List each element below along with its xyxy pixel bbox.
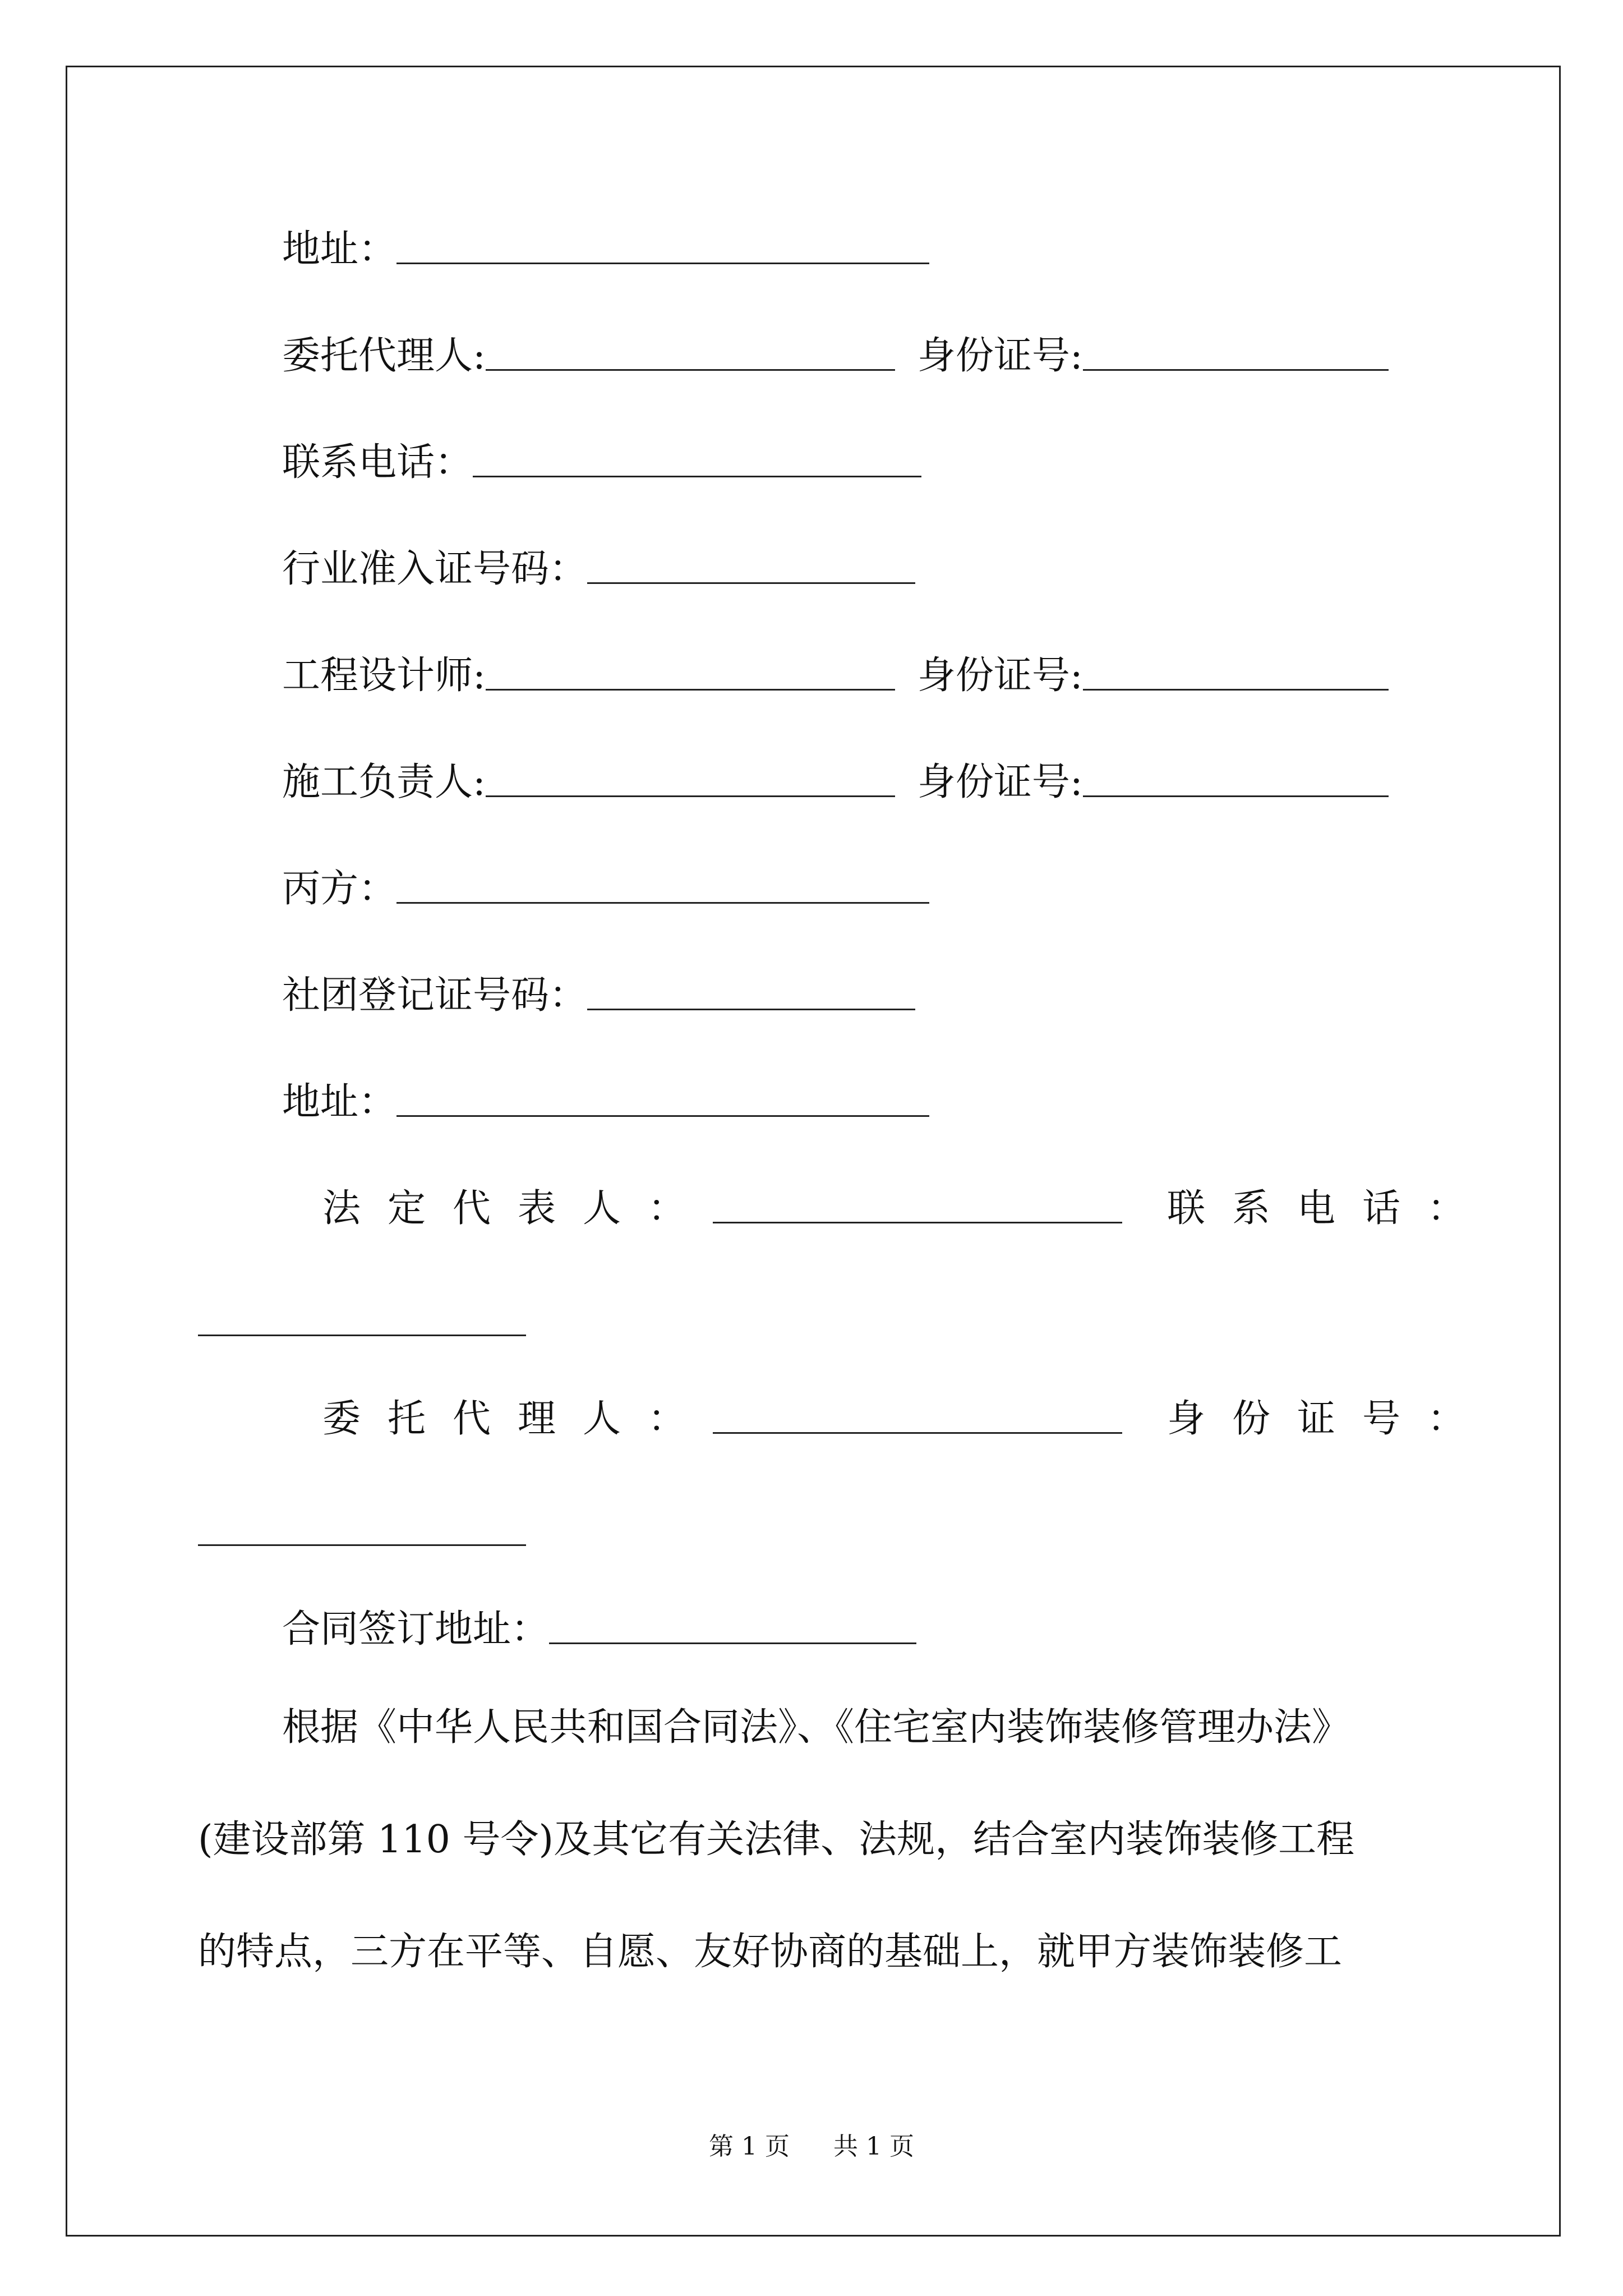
society-reg-row xyxy=(282,956,915,1018)
phone-blank-2[interactable] xyxy=(198,1334,526,1336)
agent-blank-2[interactable] xyxy=(713,1432,1122,1434)
designer-row xyxy=(282,637,1389,698)
page-total: 共 1 页 xyxy=(833,2132,914,2161)
id-label-1: 身份证号: xyxy=(917,334,1083,378)
signing-address-row xyxy=(282,1590,916,1652)
address-blank-1[interactable] xyxy=(396,262,929,264)
construction-lead-blank[interactable] xyxy=(486,795,895,797)
body-line-1: 根据《中华人民共和国合同法》、《住宅室内装饰装修管理办法》 xyxy=(282,1705,1350,1750)
agent-blank-1[interactable] xyxy=(486,369,895,371)
designer-label: 工程设计师: xyxy=(282,654,486,698)
party-c-label: 丙方： xyxy=(282,867,397,911)
legal-rep-row xyxy=(322,1170,1492,1231)
agent-label-2: 委托代理人： xyxy=(322,1397,713,1441)
id-label-4: 身份证号： xyxy=(1167,1397,1493,1441)
address-label-2: 地址： xyxy=(282,1080,397,1124)
phone-label-2: 联系电话： xyxy=(1167,1186,1493,1231)
id-blank-2[interactable] xyxy=(1083,688,1389,691)
phone-blank-1[interactable] xyxy=(473,475,921,477)
legal-rep-blank[interactable] xyxy=(713,1221,1122,1223)
id-label-3: 身份证号: xyxy=(917,760,1083,804)
license-row xyxy=(282,530,915,592)
agent-label-1: 委托代理人: xyxy=(282,334,486,378)
party-c-row xyxy=(282,850,929,912)
address-row-1 xyxy=(282,210,929,272)
address-row-2 xyxy=(282,1063,929,1125)
page-number: 第 1 页 xyxy=(709,2132,790,2161)
society-reg-label: 社团登记证号码： xyxy=(282,973,588,1018)
agent-row-1 xyxy=(282,317,1389,379)
license-label: 行业准入证号码： xyxy=(282,547,588,591)
phone-row-1 xyxy=(282,424,921,485)
agent-row-2 xyxy=(322,1380,1492,1442)
body-line-3: 的特点，三方在平等、自愿、友好协商的基础上，就甲方装饰装修工 xyxy=(198,1930,1343,1974)
construction-lead-row xyxy=(282,743,1389,805)
society-reg-blank[interactable] xyxy=(587,1008,915,1010)
designer-blank[interactable] xyxy=(486,688,895,691)
page-footer xyxy=(0,2132,1623,2162)
signing-address-blank[interactable] xyxy=(549,1642,916,1644)
legal-rep-label: 法定代表人： xyxy=(322,1186,713,1231)
license-blank[interactable] xyxy=(587,582,915,584)
address-label-1: 地址： xyxy=(282,227,397,272)
phone-label-1: 联系电话： xyxy=(282,440,473,485)
construction-lead-label: 施工负责人: xyxy=(282,760,486,804)
signing-address-label: 合同签订地址： xyxy=(282,1607,550,1651)
page-border xyxy=(66,66,1561,2237)
body-line-2: (建设部第 110 号令)及其它有关法律、法规，结合室内装饰装修工程 xyxy=(198,1818,1355,1862)
id-blank-4[interactable] xyxy=(198,1544,526,1546)
party-c-blank[interactable] xyxy=(396,901,929,904)
id-blank-1[interactable] xyxy=(1083,369,1389,371)
address-blank-2[interactable] xyxy=(396,1115,929,1117)
id-label-2: 身份证号: xyxy=(917,654,1083,698)
id-blank-3[interactable] xyxy=(1083,795,1389,797)
